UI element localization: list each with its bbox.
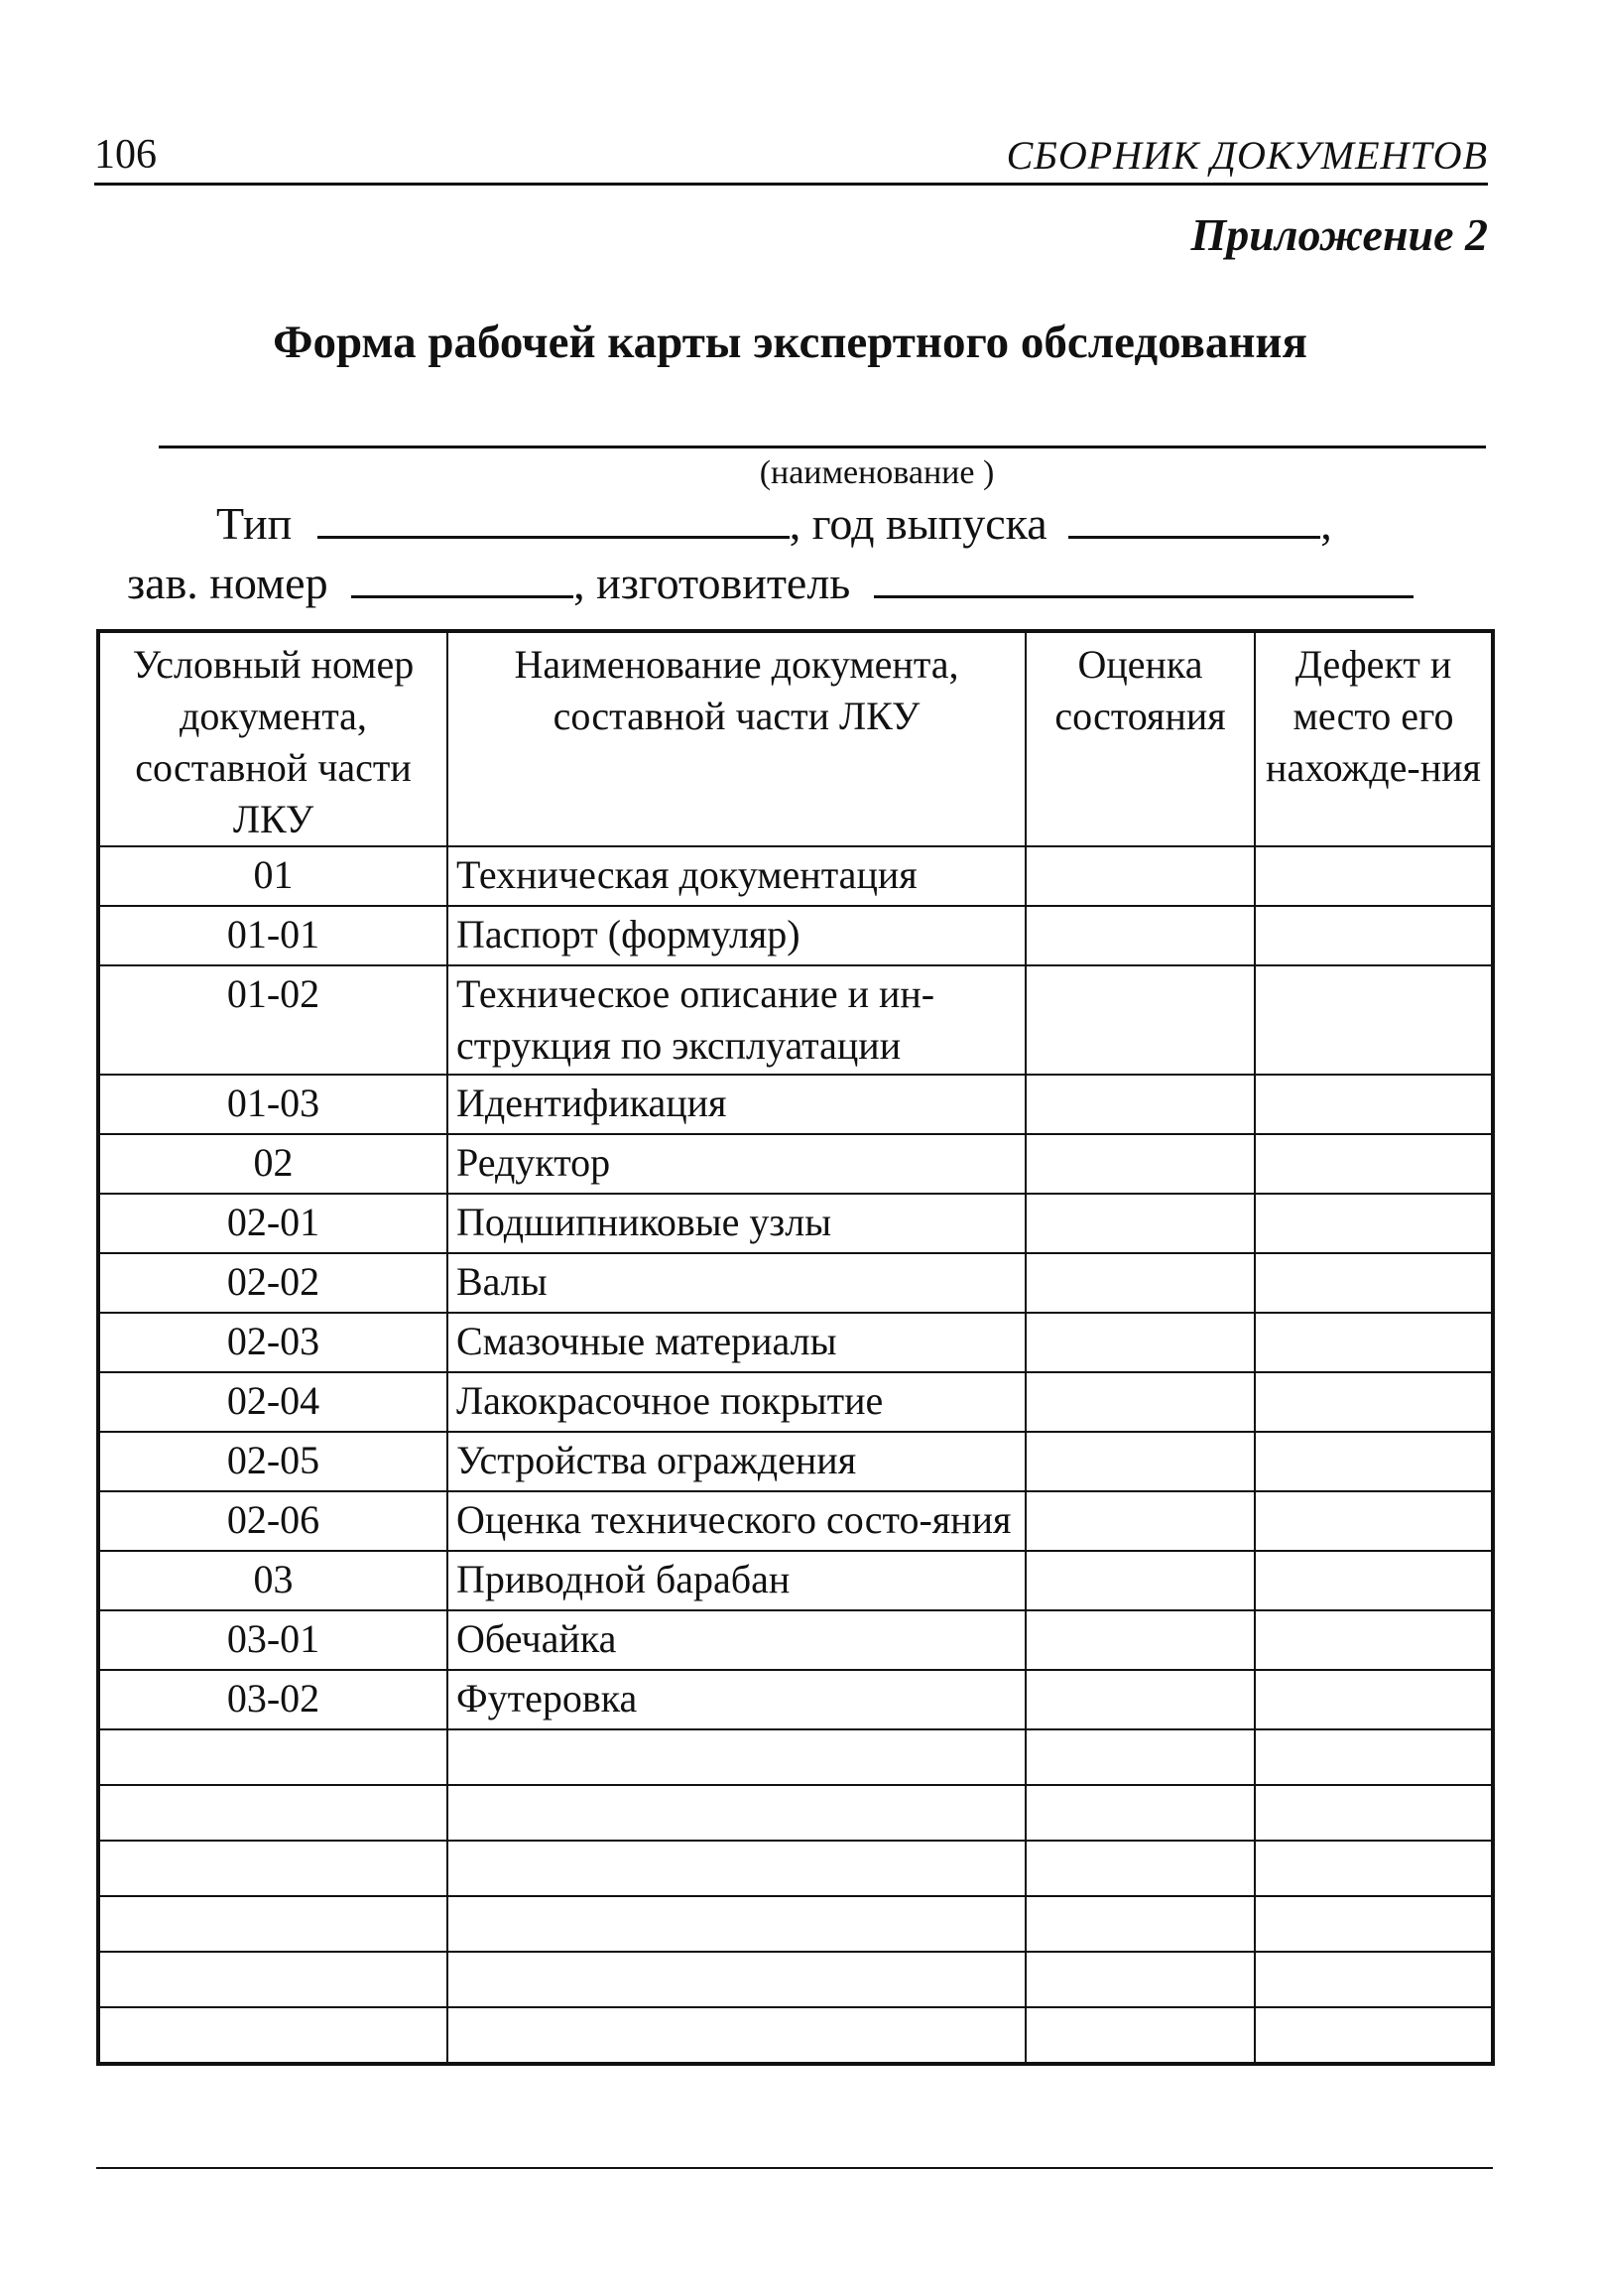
name-cell — [447, 2007, 1026, 2064]
table-row — [98, 1670, 1493, 1729]
code-cell: 02-06 — [98, 1491, 447, 1551]
page-number: 106 — [94, 132, 157, 178]
name-cell: Валы — [447, 1253, 1026, 1313]
type-year-row — [216, 496, 1332, 550]
name-cell: Устройства ограждения — [447, 1432, 1026, 1491]
table-row — [98, 1896, 1493, 1952]
name-cell: Техническое описание и ин-струкция по эксплуатации — [447, 965, 1026, 1075]
name-cell: Подшипниковые узлы — [447, 1194, 1026, 1253]
name-cell: Оценка технического состо-яния — [447, 1491, 1026, 1551]
assessment-cell[interactable] — [1026, 1610, 1255, 1670]
assessment-cell[interactable] — [1026, 1896, 1255, 1952]
table-row — [98, 2007, 1493, 2064]
name-cell: Паспорт (формуляр) — [447, 906, 1026, 965]
defect-cell[interactable] — [1255, 1610, 1493, 1670]
defect-cell[interactable] — [1255, 1729, 1493, 1785]
assessment-cell[interactable] — [1026, 1729, 1255, 1785]
table-row — [98, 1134, 1493, 1194]
name-cell — [447, 1896, 1026, 1952]
type-label: Тип — [216, 498, 293, 549]
running-header — [94, 127, 1488, 186]
name-cell: Идентификация — [447, 1075, 1026, 1134]
code-cell: 01-03 — [98, 1075, 447, 1134]
name-cell: Обечайка — [447, 1610, 1026, 1670]
code-cell: 01 — [98, 846, 447, 906]
year-label: , год выпуска — [789, 498, 1047, 549]
assessment-cell[interactable] — [1026, 1253, 1255, 1313]
table-row — [98, 1841, 1493, 1896]
name-cell: Футеровка — [447, 1670, 1026, 1729]
header-defect: Дефект и место его нахожде-ния — [1255, 631, 1493, 846]
table-row — [98, 1075, 1493, 1134]
table-row — [98, 1610, 1493, 1670]
defect-cell[interactable] — [1255, 906, 1493, 965]
year-blank[interactable] — [1068, 496, 1320, 539]
table-row — [98, 965, 1493, 1075]
name-cell: Смазочные материалы — [447, 1313, 1026, 1372]
code-cell — [98, 1729, 447, 1785]
code-cell — [98, 1896, 447, 1952]
defect-cell[interactable] — [1255, 1670, 1493, 1729]
bottom-rule — [96, 2167, 1493, 2169]
name-cell: Техническая документация — [447, 846, 1026, 906]
form-title: Форма рабочей карты экспертного обследования — [273, 317, 1307, 368]
code-cell: 03-01 — [98, 1610, 447, 1670]
name-cell — [447, 1841, 1026, 1896]
assessment-cell[interactable] — [1026, 1372, 1255, 1432]
table-row — [98, 1491, 1493, 1551]
defect-cell[interactable] — [1255, 1952, 1493, 2007]
assessment-cell[interactable] — [1026, 1432, 1255, 1491]
table-row — [98, 1372, 1493, 1432]
table-row — [98, 1729, 1493, 1785]
assessment-cell[interactable] — [1026, 1670, 1255, 1729]
assessment-cell[interactable] — [1026, 1075, 1255, 1134]
maker-blank[interactable] — [874, 556, 1414, 598]
code-cell: 01-02 — [98, 965, 447, 1075]
defect-cell[interactable] — [1255, 1432, 1493, 1491]
code-cell — [98, 1952, 447, 2007]
table-row — [98, 1952, 1493, 2007]
name-blank-line[interactable] — [159, 446, 1486, 448]
name-cell: Лакокрасочное покрытие — [447, 1372, 1026, 1432]
serial-blank[interactable] — [351, 556, 573, 598]
defect-cell[interactable] — [1255, 1134, 1493, 1194]
defect-cell[interactable] — [1255, 1491, 1493, 1551]
table-header-row — [98, 631, 1493, 846]
assessment-cell[interactable] — [1026, 2007, 1255, 2064]
table-row — [98, 906, 1493, 965]
assessment-cell[interactable] — [1026, 1841, 1255, 1896]
table-row — [98, 1432, 1493, 1491]
code-cell: 02-02 — [98, 1253, 447, 1313]
table-row — [98, 1313, 1493, 1372]
name-caption: (наименование ) — [759, 454, 995, 491]
code-cell — [98, 1841, 447, 1896]
code-cell — [98, 1785, 447, 1841]
code-cell — [98, 2007, 447, 2064]
header-name: Наименование документа, составной части ЛКУ — [447, 631, 1026, 846]
defect-cell[interactable] — [1255, 1253, 1493, 1313]
maker-label: , изготовитель — [573, 558, 851, 608]
defect-cell[interactable] — [1255, 1841, 1493, 1896]
defect-cell[interactable] — [1255, 1313, 1493, 1372]
name-cell: Редуктор — [447, 1134, 1026, 1194]
assessment-cell[interactable] — [1026, 1491, 1255, 1551]
assessment-cell[interactable] — [1026, 1785, 1255, 1841]
header-assessment: Оценка состояния — [1026, 631, 1255, 846]
inspection-table — [96, 629, 1495, 2066]
table-row — [98, 1194, 1493, 1253]
header-code: Условный номер документа, составной части ЛКУ — [98, 631, 447, 846]
defect-cell[interactable] — [1255, 1551, 1493, 1610]
collection-title: СБОРНИК ДОКУМЕНТОВ — [1006, 133, 1488, 178]
assessment-cell[interactable] — [1026, 1551, 1255, 1610]
assessment-cell[interactable] — [1026, 1194, 1255, 1253]
serial-maker-row — [127, 556, 1414, 609]
type-blank[interactable] — [317, 496, 790, 539]
appendix-label: Приложение 2 — [1190, 209, 1488, 260]
assessment-cell[interactable] — [1026, 1134, 1255, 1194]
table-body — [98, 846, 1493, 2064]
assessment-cell[interactable] — [1026, 1313, 1255, 1372]
table-row — [98, 1785, 1493, 1841]
code-cell: 02-05 — [98, 1432, 447, 1491]
defect-cell[interactable] — [1255, 1785, 1493, 1841]
name-cell — [447, 1952, 1026, 2007]
defect-cell[interactable] — [1255, 2007, 1493, 2064]
serial-label: зав. номер — [127, 558, 328, 608]
code-cell: 02-04 — [98, 1372, 447, 1432]
assessment-cell[interactable] — [1026, 906, 1255, 965]
table-row — [98, 1253, 1493, 1313]
assessment-cell[interactable] — [1026, 965, 1255, 1075]
assessment-cell[interactable] — [1026, 1952, 1255, 2007]
defect-cell[interactable] — [1255, 965, 1493, 1075]
code-cell: 02-01 — [98, 1194, 447, 1253]
code-cell: 02 — [98, 1134, 447, 1194]
code-cell: 02-03 — [98, 1313, 447, 1372]
defect-cell[interactable] — [1255, 1372, 1493, 1432]
code-cell: 03 — [98, 1551, 447, 1610]
name-cell — [447, 1785, 1026, 1841]
year-trailing-comma: , — [1320, 498, 1332, 549]
table-row — [98, 1551, 1493, 1610]
code-cell: 01-01 — [98, 906, 447, 965]
name-cell — [447, 1729, 1026, 1785]
table-row — [98, 846, 1493, 906]
name-cell: Приводной барабан — [447, 1551, 1026, 1610]
defect-cell[interactable] — [1255, 1896, 1493, 1952]
defect-cell[interactable] — [1255, 1194, 1493, 1253]
code-cell: 03-02 — [98, 1670, 447, 1729]
assessment-cell[interactable] — [1026, 846, 1255, 906]
defect-cell[interactable] — [1255, 846, 1493, 906]
defect-cell[interactable] — [1255, 1075, 1493, 1134]
